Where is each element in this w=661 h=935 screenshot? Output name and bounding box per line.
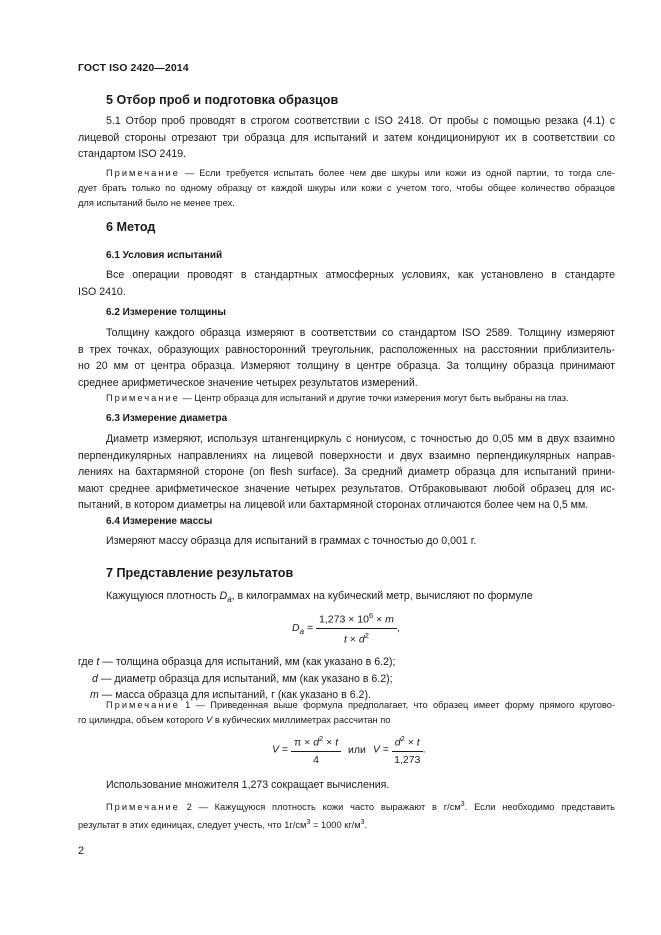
text-line xyxy=(78,588,615,609)
note-line: для испытаний было не менее трех. xyxy=(78,198,235,208)
num-text: × xyxy=(404,736,417,749)
num-text: × xyxy=(373,613,386,626)
note-text: 1 — Приведенная выше формула предполагает, что образец имеет форму прямого кругово- xyxy=(179,700,615,710)
section-6-3-heading: 6.3 Измерение диаметра xyxy=(106,413,228,424)
section-6-4-paragraph xyxy=(78,533,615,550)
formula-lhs: D xyxy=(292,621,300,634)
num-exp: 6 xyxy=(368,611,374,620)
text-line: Использование множителя 1,273 сокращает вычисления. xyxy=(106,779,390,791)
formula-fraction xyxy=(392,734,423,766)
note-line xyxy=(78,815,615,833)
formula-lhs-sub: a xyxy=(299,626,305,636)
note-text: в кубических миллиметрах рассчитан по xyxy=(212,715,391,725)
text-line: Все операции проводят в стандартных атмосферных условиях, как установлено в стандарте xyxy=(106,269,615,281)
document-header: ГОСТ ISO 2420—2014 xyxy=(78,62,189,74)
note-text: . xyxy=(364,820,368,831)
note-text: = 1000 кг/м xyxy=(310,820,361,831)
num-var: t xyxy=(416,736,420,749)
note-line xyxy=(78,391,615,406)
formula-lhs: V xyxy=(272,743,280,756)
section-6-2-note xyxy=(78,391,615,406)
section-6-1-heading: 6.1 Условия испытаний xyxy=(106,250,223,261)
note-text: . Если необходимо представить xyxy=(464,802,615,813)
definition-text: — толщина образца для испытаний, мм (как указано в 6.2); xyxy=(99,656,396,668)
formula-fraction xyxy=(316,611,397,645)
text-line: Измеряют массу образца для испытаний в граммах с точностью до 0,001 г. xyxy=(106,535,477,547)
note-label: Примечание xyxy=(106,168,180,178)
note-text: — Если требуется испытать более чем две шкуры или кожи из одной партии, то тогда сле- xyxy=(179,168,615,178)
text-line: 5.1 Отбор проб проводят в строгом соответствии с ISO 2418. От пробы с помощью резака (4.1) с xyxy=(106,115,615,127)
formula-denominator: 1,273 xyxy=(394,753,421,766)
note-text: результат в этих единицах, следует учесть, что 1г/см xyxy=(78,820,307,831)
intro-text: , в килограммах на кубический метр, вычисляют по формуле xyxy=(231,590,533,602)
note-line xyxy=(78,713,615,728)
formula-fraction xyxy=(291,734,341,766)
text-line: лениях на бахтармяной стороне (on flesh surface). За средний диаметр образца для испытаний прини- xyxy=(78,466,615,478)
section-6-2-heading: 6.2 Измерение толщины xyxy=(106,307,226,318)
unit-exp: 3 xyxy=(306,819,311,827)
note-line xyxy=(78,698,615,713)
section-5-heading: 5 Отбор проб и подготовка образцов xyxy=(106,93,339,107)
section-6-3-paragraph xyxy=(78,431,615,514)
section-7-heading: 7 Представление результатов xyxy=(106,566,294,580)
definition-var: m xyxy=(90,689,99,701)
unit-exp: 3 xyxy=(360,819,365,827)
density-var: D xyxy=(219,590,228,602)
definition-text: — масса образца для испытаний, г (как указано в 6.2). xyxy=(98,689,371,701)
definition-line xyxy=(78,671,615,688)
variable-definitions xyxy=(78,654,615,704)
formula-lhs: V xyxy=(372,743,380,756)
num-text: 1,273 × 10 xyxy=(319,613,369,626)
note-line: дует брать только по одному образцу от каждой шкуры или кожи с учетом того, чтобы общее количество образцов xyxy=(78,183,615,193)
text-line: Диаметр измеряют, используя штангенциркуль с нониусом, с точностью до 0,05 мм в двух взаимно xyxy=(106,433,615,445)
text-line: мают среднее арифметическое значение четырех результатов. Отбраковывают любой образец для ис- xyxy=(78,482,615,495)
num-var: t xyxy=(335,736,339,749)
volume-formula xyxy=(272,734,472,766)
text-line: Толщину каждого образца измеряют в соответствии со стандартом ISO 2589. Толщину измеряют xyxy=(106,327,615,339)
text-line: но 20 мм от центра образца. Измеряют толщину в центре образца. За толщину образца принимают xyxy=(78,360,615,372)
text-line: ISO 2410. xyxy=(78,285,126,298)
text-line: лицевой стороны отрезают три образца для испытаний и затем кондиционируют их в соответствии со xyxy=(78,131,615,144)
num-var: d xyxy=(394,736,401,749)
text-line: стандартом ISO 2419. xyxy=(78,148,187,160)
formula-numerator xyxy=(316,611,397,629)
note-label: Примечание xyxy=(106,700,180,710)
section-6-1-paragraph xyxy=(78,267,615,300)
section-7-note-1 xyxy=(78,698,615,728)
num-exp: 2 xyxy=(319,734,324,743)
num-var: m xyxy=(385,613,394,626)
formula-tail: . xyxy=(422,743,426,756)
page-number: 2 xyxy=(78,845,85,857)
formula-denominator: 4 xyxy=(313,753,319,766)
formula-denominator xyxy=(316,629,397,646)
section-5-1-paragraph xyxy=(78,113,615,163)
definition-text: — диаметр образца для испытаний, мм (как указано в 6.2); xyxy=(97,672,393,685)
den-var: t xyxy=(343,633,347,645)
text-line: перпендикулярных направлениях на лицевой поверхности и двух взаимно перпендикулярных направ- xyxy=(78,449,615,462)
den-text: × xyxy=(346,633,359,645)
density-sub: a xyxy=(227,595,232,605)
text-line: среднее арифметическое значение четырех результатов измерений. xyxy=(78,376,418,389)
definition-var: d xyxy=(92,672,98,685)
note-line xyxy=(78,166,615,181)
den-exp: 2 xyxy=(364,630,369,640)
num-text: × xyxy=(323,736,336,749)
unit-exp: 3 xyxy=(460,801,465,808)
note-text: 2 — Кажущуюся плотность кожи часто выражают в г/см xyxy=(179,802,461,813)
num-text: π × xyxy=(293,736,314,749)
definition-lead: где xyxy=(78,656,97,668)
formula-numerator xyxy=(291,734,341,752)
formula-numerator xyxy=(392,734,423,752)
section-7-note-2 xyxy=(78,797,615,833)
note-label: Примечание xyxy=(106,802,180,813)
formula-eq: = xyxy=(279,743,291,756)
num-var: d xyxy=(313,736,320,749)
definition-line xyxy=(78,654,615,671)
note-text: — Центр образца для испытаний и другие точки измерения могут быть выбраны на глаз. xyxy=(179,393,569,403)
note-label: Примечание xyxy=(106,393,180,403)
den-var: d xyxy=(358,633,365,645)
definition-var: t xyxy=(96,656,100,668)
text-line: в трех точках, образующих равносторонний треугольник, расположенных на расстоянии приблизитель- xyxy=(78,343,615,356)
formula-tail: , xyxy=(396,621,400,634)
note-line xyxy=(78,797,615,815)
section-5-note xyxy=(78,166,615,211)
text-line: пытаний, в котором диаметры на лицевой или бахтармяной сторонах отличаются более чем на 0,5 мм. xyxy=(78,499,589,511)
section-7-intro xyxy=(78,588,615,609)
volume-var: V xyxy=(206,715,213,725)
formula-or: или xyxy=(348,743,366,756)
formula-eq: = xyxy=(379,743,392,756)
section-6-heading: 6 Метод xyxy=(106,220,156,234)
multiplier-paragraph xyxy=(78,777,615,794)
formula-eq: = xyxy=(304,621,317,634)
section-6-4-heading: 6.4 Измерение массы xyxy=(106,516,213,527)
intro-text: Кажущуюся плотность xyxy=(106,590,220,602)
density-formula xyxy=(292,611,452,645)
section-6-2-paragraph xyxy=(78,325,615,391)
num-exp: 2 xyxy=(400,734,405,743)
note-text: го цилиндра, объем которого xyxy=(78,715,207,725)
